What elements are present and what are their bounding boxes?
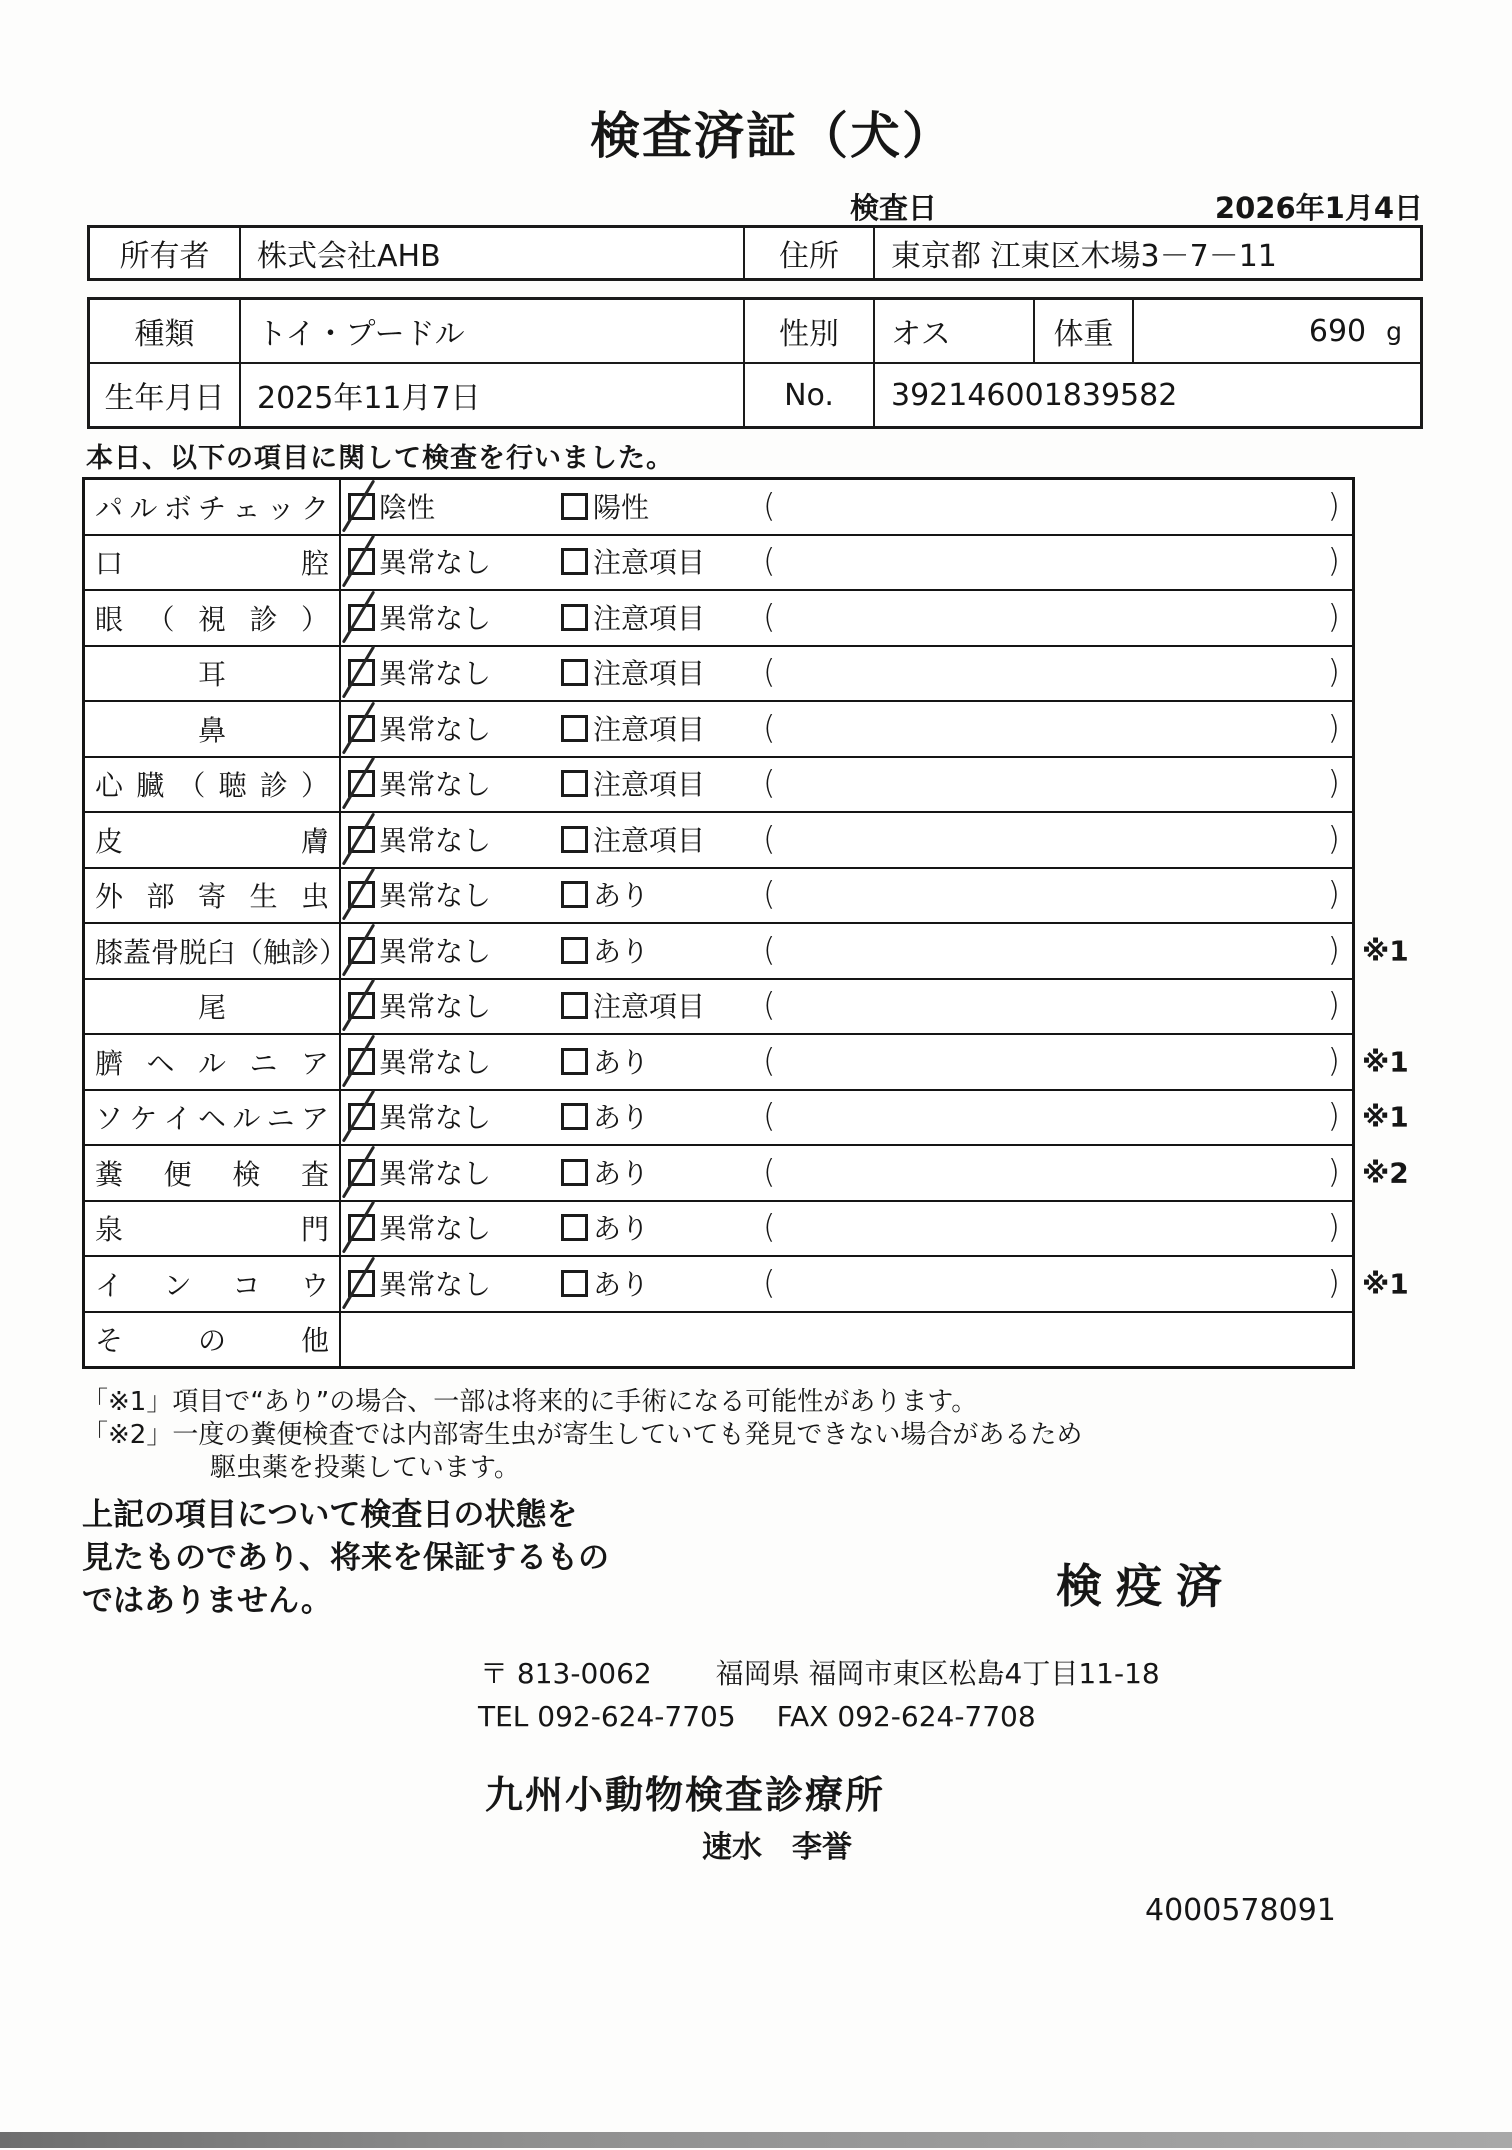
exam-item-char: 尾	[197, 991, 226, 1025]
exam-item-char: 便	[163, 1157, 192, 1191]
address-label: 住所	[745, 228, 875, 278]
exam-item-char: 門	[300, 1213, 329, 1247]
inspection-date-label: 検査日	[850, 191, 938, 225]
weight-value: 690	[1308, 313, 1367, 349]
exam-item-char: ）	[319, 935, 348, 969]
exam-row	[85, 1091, 1409, 1147]
checkbox-option2-wrap	[561, 881, 588, 908]
exam-item-char: ン	[163, 1268, 192, 1302]
exam-row	[85, 480, 1352, 536]
owner-label: 所有者	[90, 228, 241, 278]
weight-label: 体重	[1035, 300, 1134, 362]
sex-value: オス	[875, 300, 1035, 362]
exam-option2-label: あり	[593, 879, 650, 913]
exam-options-cell	[341, 1091, 1352, 1145]
exam-option1-label: 異常なし	[379, 823, 492, 857]
remarks-paren-open: (	[763, 708, 776, 747]
exam-item-char: ボ	[163, 491, 192, 525]
remarks-paren-close: )	[1327, 1263, 1340, 1302]
exam-item-char: チ	[197, 491, 226, 525]
footnote-1: 「※1」項目で“あり”の場合、一部は将来的に手術になる可能性があります。	[82, 1387, 978, 1417]
exam-item-char: 視	[197, 602, 226, 636]
exam-item-char: 骨	[151, 935, 180, 969]
exam-option1-label: 異常なし	[379, 1156, 492, 1190]
exam-item-char: ル	[129, 491, 158, 525]
exam-item-label	[85, 813, 341, 867]
disclaimer-line-2: 見たものであり、将来を保証するもの	[82, 1540, 609, 1576]
exam-option2-label: あり	[593, 1101, 650, 1135]
footnote-mark: ※1	[1362, 934, 1409, 968]
remarks-paren-close: )	[1327, 1096, 1340, 1135]
remarks-paren-open: (	[763, 541, 776, 580]
exam-option2-label: あり	[593, 1267, 650, 1301]
checkbox-icon	[561, 548, 588, 575]
checkbox-option2-wrap	[561, 770, 588, 797]
exam-row	[85, 869, 1352, 925]
checkbox-option1-wrap	[348, 659, 375, 686]
exam-options-cell	[341, 1313, 1352, 1367]
exam-option1-label: 陰性	[379, 490, 436, 524]
footnote-mark: ※1	[1362, 1100, 1409, 1134]
exam-option2-label: 注意項目	[593, 657, 706, 691]
exam-item-label	[85, 758, 341, 812]
exam-item-char: 虫	[300, 880, 329, 914]
exam-item-char: 皮	[95, 824, 124, 858]
exam-item-char: 膝	[95, 935, 124, 969]
exam-item-char: そ	[95, 1324, 124, 1358]
exam-option1-label: 異常なし	[379, 601, 492, 635]
checkbox-option1-wrap	[348, 937, 375, 964]
postal-code: 〒 813-0062	[480, 1657, 652, 1690]
checkbox-option2-wrap	[561, 493, 588, 520]
remarks-paren-close: )	[1327, 652, 1340, 691]
pet-table-row-1	[90, 300, 1420, 364]
exam-option2-label: 注意項目	[593, 990, 706, 1024]
clinic-fax: FAX 092-624-7708	[776, 1700, 1036, 1733]
exam-item-char: ェ	[232, 491, 261, 525]
exam-item-char: 脱	[179, 935, 208, 969]
exam-item-label	[85, 1035, 341, 1089]
exam-item-char: ア	[300, 1102, 329, 1136]
exam-item-char: イ	[163, 1102, 192, 1136]
remarks-paren-close: )	[1327, 1152, 1340, 1191]
checkbox-option2-wrap	[561, 659, 588, 686]
breed-label: 種類	[90, 300, 241, 362]
checkbox-option2-wrap	[561, 1214, 588, 1241]
remarks-paren-open: (	[763, 1263, 776, 1302]
remarks-paren-close: )	[1327, 1207, 1340, 1246]
exam-option1-label: 異常なし	[379, 1045, 492, 1079]
exam-option2-label: 注意項目	[593, 823, 706, 857]
exam-item-char: イ	[95, 1268, 124, 1302]
disclaimer-line-1: 上記の項目について検査日の状態を	[82, 1497, 578, 1533]
checkbox-option1-wrap	[348, 992, 375, 1019]
exam-option2-label: 注意項目	[593, 601, 706, 635]
remarks-paren-close: )	[1327, 819, 1340, 858]
exam-item-label	[85, 1091, 341, 1145]
exam-item-char: 外	[95, 880, 124, 914]
exam-item-char: ク	[300, 491, 329, 525]
remarks-paren-close: )	[1327, 985, 1340, 1024]
exam-option1-label: 異常なし	[379, 1101, 492, 1135]
exam-options-cell	[341, 1035, 1352, 1089]
exam-item-char: ）	[300, 602, 329, 636]
exam-item-char: ニ	[266, 1102, 295, 1136]
exam-item-char: 蓋	[123, 935, 152, 969]
exam-item-char: 臍	[95, 1046, 124, 1080]
exam-item-char: ウ	[300, 1268, 329, 1302]
checkbox-option2-wrap	[561, 826, 588, 853]
checkbox-icon	[561, 715, 588, 742]
exam-options-cell	[341, 702, 1352, 756]
exam-option2-label: 注意項目	[593, 768, 706, 802]
checkbox-option1-wrap	[348, 1159, 375, 1186]
pet-table-row-2	[90, 364, 1420, 426]
weight-unit: g	[1386, 316, 1402, 346]
remarks-paren-open: (	[763, 985, 776, 1024]
exam-item-char: 診	[259, 769, 288, 803]
checkbox-icon	[561, 826, 588, 853]
checkbox-icon	[561, 493, 588, 520]
footnote-3: 駆虫薬を投薬しています。	[210, 1453, 520, 1483]
checkbox-option2-wrap	[561, 1103, 588, 1130]
exam-item-label	[85, 591, 341, 645]
exam-item-char: 眼	[95, 602, 124, 636]
exam-item-char: の	[197, 1324, 226, 1358]
disclaimer-statement	[82, 1494, 609, 1623]
exam-options-cell	[341, 536, 1352, 590]
remarks-paren-close: )	[1327, 541, 1340, 580]
exam-options-cell	[341, 480, 1352, 534]
exam-options-cell	[341, 647, 1352, 701]
exam-option1-label: 異常なし	[379, 934, 492, 968]
remarks-paren-open: (	[763, 486, 776, 525]
address-value: 東京都 江東区木場3－7－11	[891, 239, 1277, 274]
inspection-date-value: 2026年1月4日	[1214, 191, 1423, 225]
weight-value-cell	[1134, 300, 1420, 362]
checkbox-option2-wrap	[561, 548, 588, 575]
checkbox-icon	[561, 881, 588, 908]
exam-item-char: 心	[95, 769, 124, 803]
exam-options-cell	[341, 813, 1352, 867]
checkbox-icon	[561, 1270, 588, 1297]
exam-item-char: ケ	[129, 1102, 158, 1136]
clinic-address: 福岡県 福岡市東区松島4丁目11-18	[715, 1657, 1160, 1690]
owner-value: 株式会社AHB	[241, 228, 745, 278]
remarks-paren-open: (	[763, 1041, 776, 1080]
exam-option2-label: あり	[593, 1045, 650, 1079]
exam-item-char: （	[146, 602, 175, 636]
exam-item-label	[85, 647, 341, 701]
exam-option1-label: 異常なし	[379, 712, 492, 746]
exam-item-char: 診	[249, 602, 278, 636]
exam-item-char: 診	[291, 935, 320, 969]
checkbox-icon	[561, 937, 588, 964]
exam-option2-label: 陽性	[593, 490, 650, 524]
exam-item-label	[85, 1146, 341, 1200]
remarks-paren-close: )	[1327, 930, 1340, 969]
no-label: No.	[745, 364, 875, 426]
disclaimer-line-3: ではありません。	[82, 1583, 332, 1619]
exam-item-label	[85, 869, 341, 923]
exam-item-char: ヘ	[146, 1046, 175, 1080]
checkbox-option1-wrap	[348, 881, 375, 908]
remarks-paren-open: (	[763, 1152, 776, 1191]
exam-item-char: ル	[197, 1046, 226, 1080]
exam-options-cell	[341, 591, 1352, 645]
checkbox-option1-wrap	[348, 1103, 375, 1130]
exam-item-char: 寄	[197, 880, 226, 914]
exam-row	[85, 1202, 1352, 1258]
exam-options-cell	[341, 924, 1352, 978]
checkbox-icon	[561, 1159, 588, 1186]
exam-item-label	[85, 1313, 341, 1367]
exam-row	[85, 1257, 1409, 1313]
checkbox-icon	[561, 770, 588, 797]
remarks-paren-close: )	[1327, 597, 1340, 636]
remarks-paren-open: (	[763, 1207, 776, 1246]
exam-item-label	[85, 702, 341, 756]
exam-item-char: 泉	[95, 1213, 124, 1247]
exam-row	[85, 1146, 1409, 1202]
exam-item-char: ソ	[95, 1102, 124, 1136]
exam-option2-label: あり	[593, 934, 650, 968]
exam-option1-label: 異常なし	[379, 546, 492, 580]
exam-item-char: （	[177, 769, 206, 803]
exam-options-cell	[341, 758, 1352, 812]
exam-item-char: （	[235, 935, 264, 969]
remarks-paren-open: (	[763, 597, 776, 636]
exam-item-label	[85, 980, 341, 1034]
exam-row	[85, 647, 1352, 703]
footnote-mark: ※1	[1362, 1267, 1409, 1301]
exam-item-char: 耳	[197, 658, 226, 692]
pet-table	[87, 297, 1423, 429]
checkbox-option1-wrap	[348, 493, 375, 520]
checkbox-option2-wrap	[561, 1159, 588, 1186]
checkbox-option2-wrap	[561, 992, 588, 1019]
no-value: 392146001839582	[891, 377, 1178, 413]
checkbox-option1-wrap	[348, 1048, 375, 1075]
checkbox-option1-wrap	[348, 604, 375, 631]
checkbox-option2-wrap	[561, 937, 588, 964]
intro-text: 本日、以下の項目に関して検査を行いました。	[86, 443, 674, 474]
checkbox-option2-wrap	[561, 604, 588, 631]
exam-row	[85, 813, 1352, 869]
remarks-paren-close: )	[1327, 1041, 1340, 1080]
exam-item-char: ア	[300, 1046, 329, 1080]
clinic-tel: TEL 092-624-7705	[478, 1700, 736, 1733]
exam-item-label	[85, 1257, 341, 1311]
exam-option1-label: 異常なし	[379, 990, 492, 1024]
exam-item-char: 聴	[218, 769, 247, 803]
exam-row	[85, 536, 1352, 592]
checkbox-option1-wrap	[348, 548, 375, 575]
checkbox-option1-wrap	[348, 1214, 375, 1241]
exam-option1-label: 異常なし	[379, 1267, 492, 1301]
exam-item-char: 口	[95, 547, 124, 581]
exam-row	[85, 1035, 1409, 1091]
breed-value: トイ・プードル	[241, 300, 745, 362]
exam-option1-label: 異常なし	[379, 1212, 492, 1246]
remarks-paren-open: (	[763, 652, 776, 691]
remarks-paren-open: (	[763, 930, 776, 969]
checkbox-icon	[561, 1103, 588, 1130]
remarks-paren-close: )	[1327, 708, 1340, 747]
remarks-paren-open: (	[763, 819, 776, 858]
exam-item-char: 臼	[207, 935, 236, 969]
remarks-paren-close: )	[1327, 874, 1340, 913]
checkbox-option2-wrap	[561, 1048, 588, 1075]
exam-row	[85, 758, 1352, 814]
exam-item-char: 膚	[300, 824, 329, 858]
exam-item-label	[85, 536, 341, 590]
exam-option2-label: あり	[593, 1212, 650, 1246]
exam-item-char: ）	[300, 769, 329, 803]
exam-table	[82, 477, 1409, 1369]
footnotes	[82, 1386, 1082, 1485]
exam-item-char: 鼻	[197, 713, 226, 747]
owner-table	[87, 225, 1423, 281]
exam-item-label	[85, 924, 348, 978]
checkbox-icon	[561, 659, 588, 686]
exam-row	[85, 702, 1352, 758]
exam-options-cell	[341, 869, 1352, 923]
exam-item-char: ヘ	[197, 1102, 226, 1136]
checkbox-option1-wrap	[348, 826, 375, 853]
clinic-postal-line	[480, 1652, 1160, 1692]
scan-edge-strip	[0, 2132, 1512, 2148]
exam-item-char: ニ	[249, 1046, 278, 1080]
exam-options-cell	[341, 980, 1352, 1034]
exam-option1-label: 異常なし	[379, 657, 492, 691]
exam-item-char: ッ	[266, 491, 295, 525]
exam-item-char: 他	[300, 1324, 329, 1358]
exam-item-label	[85, 480, 341, 534]
checkbox-icon	[561, 992, 588, 1019]
checkbox-icon	[561, 1214, 588, 1241]
exam-option2-label: 注意項目	[593, 546, 706, 580]
exam-option2-label: あり	[593, 1156, 650, 1190]
remarks-paren-open: (	[763, 763, 776, 802]
exam-item-char: 腔	[300, 547, 329, 581]
exam-item-char: 検	[232, 1157, 261, 1191]
exam-option1-label: 異常なし	[379, 768, 492, 802]
exam-item-label	[85, 1202, 341, 1256]
checkbox-icon	[561, 604, 588, 631]
quarantine-stamp: 検疫済	[1056, 1559, 1236, 1613]
exam-item-char: 臓	[136, 769, 165, 803]
checkbox-option2-wrap	[561, 1270, 588, 1297]
birth-value: 2025年11月7日	[241, 364, 745, 426]
exam-item-char: 触	[263, 935, 292, 969]
exam-item-char: ル	[232, 1102, 261, 1136]
exam-options-cell	[341, 1146, 1352, 1200]
birth-label: 生年月日	[90, 364, 241, 426]
clinic-telfax-line	[478, 1700, 1036, 1733]
exam-options-cell	[341, 1257, 1352, 1311]
exam-item-char: 部	[146, 880, 175, 914]
exam-row	[85, 980, 1352, 1036]
footnote-mark: ※1	[1362, 1045, 1409, 1079]
remarks-paren-close: )	[1327, 763, 1340, 802]
remarks-paren-close: )	[1327, 486, 1340, 525]
exam-item-char: 査	[300, 1157, 329, 1191]
exam-item-char: 糞	[95, 1157, 124, 1191]
checkbox-icon	[561, 1048, 588, 1075]
veterinarian-name: 速水 李誉	[702, 1830, 852, 1865]
page-title: 検査済証（犬）	[590, 107, 954, 165]
exam-option1-label: 異常なし	[379, 879, 492, 913]
exam-row	[85, 1313, 1352, 1367]
remarks-paren-open: (	[763, 1096, 776, 1135]
exam-options-cell	[341, 1202, 1352, 1256]
checkbox-option1-wrap	[348, 770, 375, 797]
sex-label: 性別	[745, 300, 875, 362]
footnote-2: 「※2」一度の糞便検査では内部寄生虫が寄生していても発見できない場合があるため	[82, 1420, 1083, 1450]
checkbox-option1-wrap	[348, 715, 375, 742]
footnote-mark: ※2	[1362, 1156, 1409, 1190]
checkbox-option1-wrap	[348, 1270, 375, 1297]
remarks-paren-open: (	[763, 874, 776, 913]
serial-number: 4000578091	[1145, 1893, 1336, 1928]
exam-option2-label: 注意項目	[593, 712, 706, 746]
exam-row	[85, 924, 1409, 980]
exam-item-char: パ	[95, 491, 124, 525]
exam-item-char: コ	[232, 1268, 261, 1302]
exam-item-char: 生	[249, 880, 278, 914]
exam-row	[85, 591, 1352, 647]
clinic-name: 九州小動物検査診療所	[485, 1773, 886, 1817]
checkbox-option2-wrap	[561, 715, 588, 742]
